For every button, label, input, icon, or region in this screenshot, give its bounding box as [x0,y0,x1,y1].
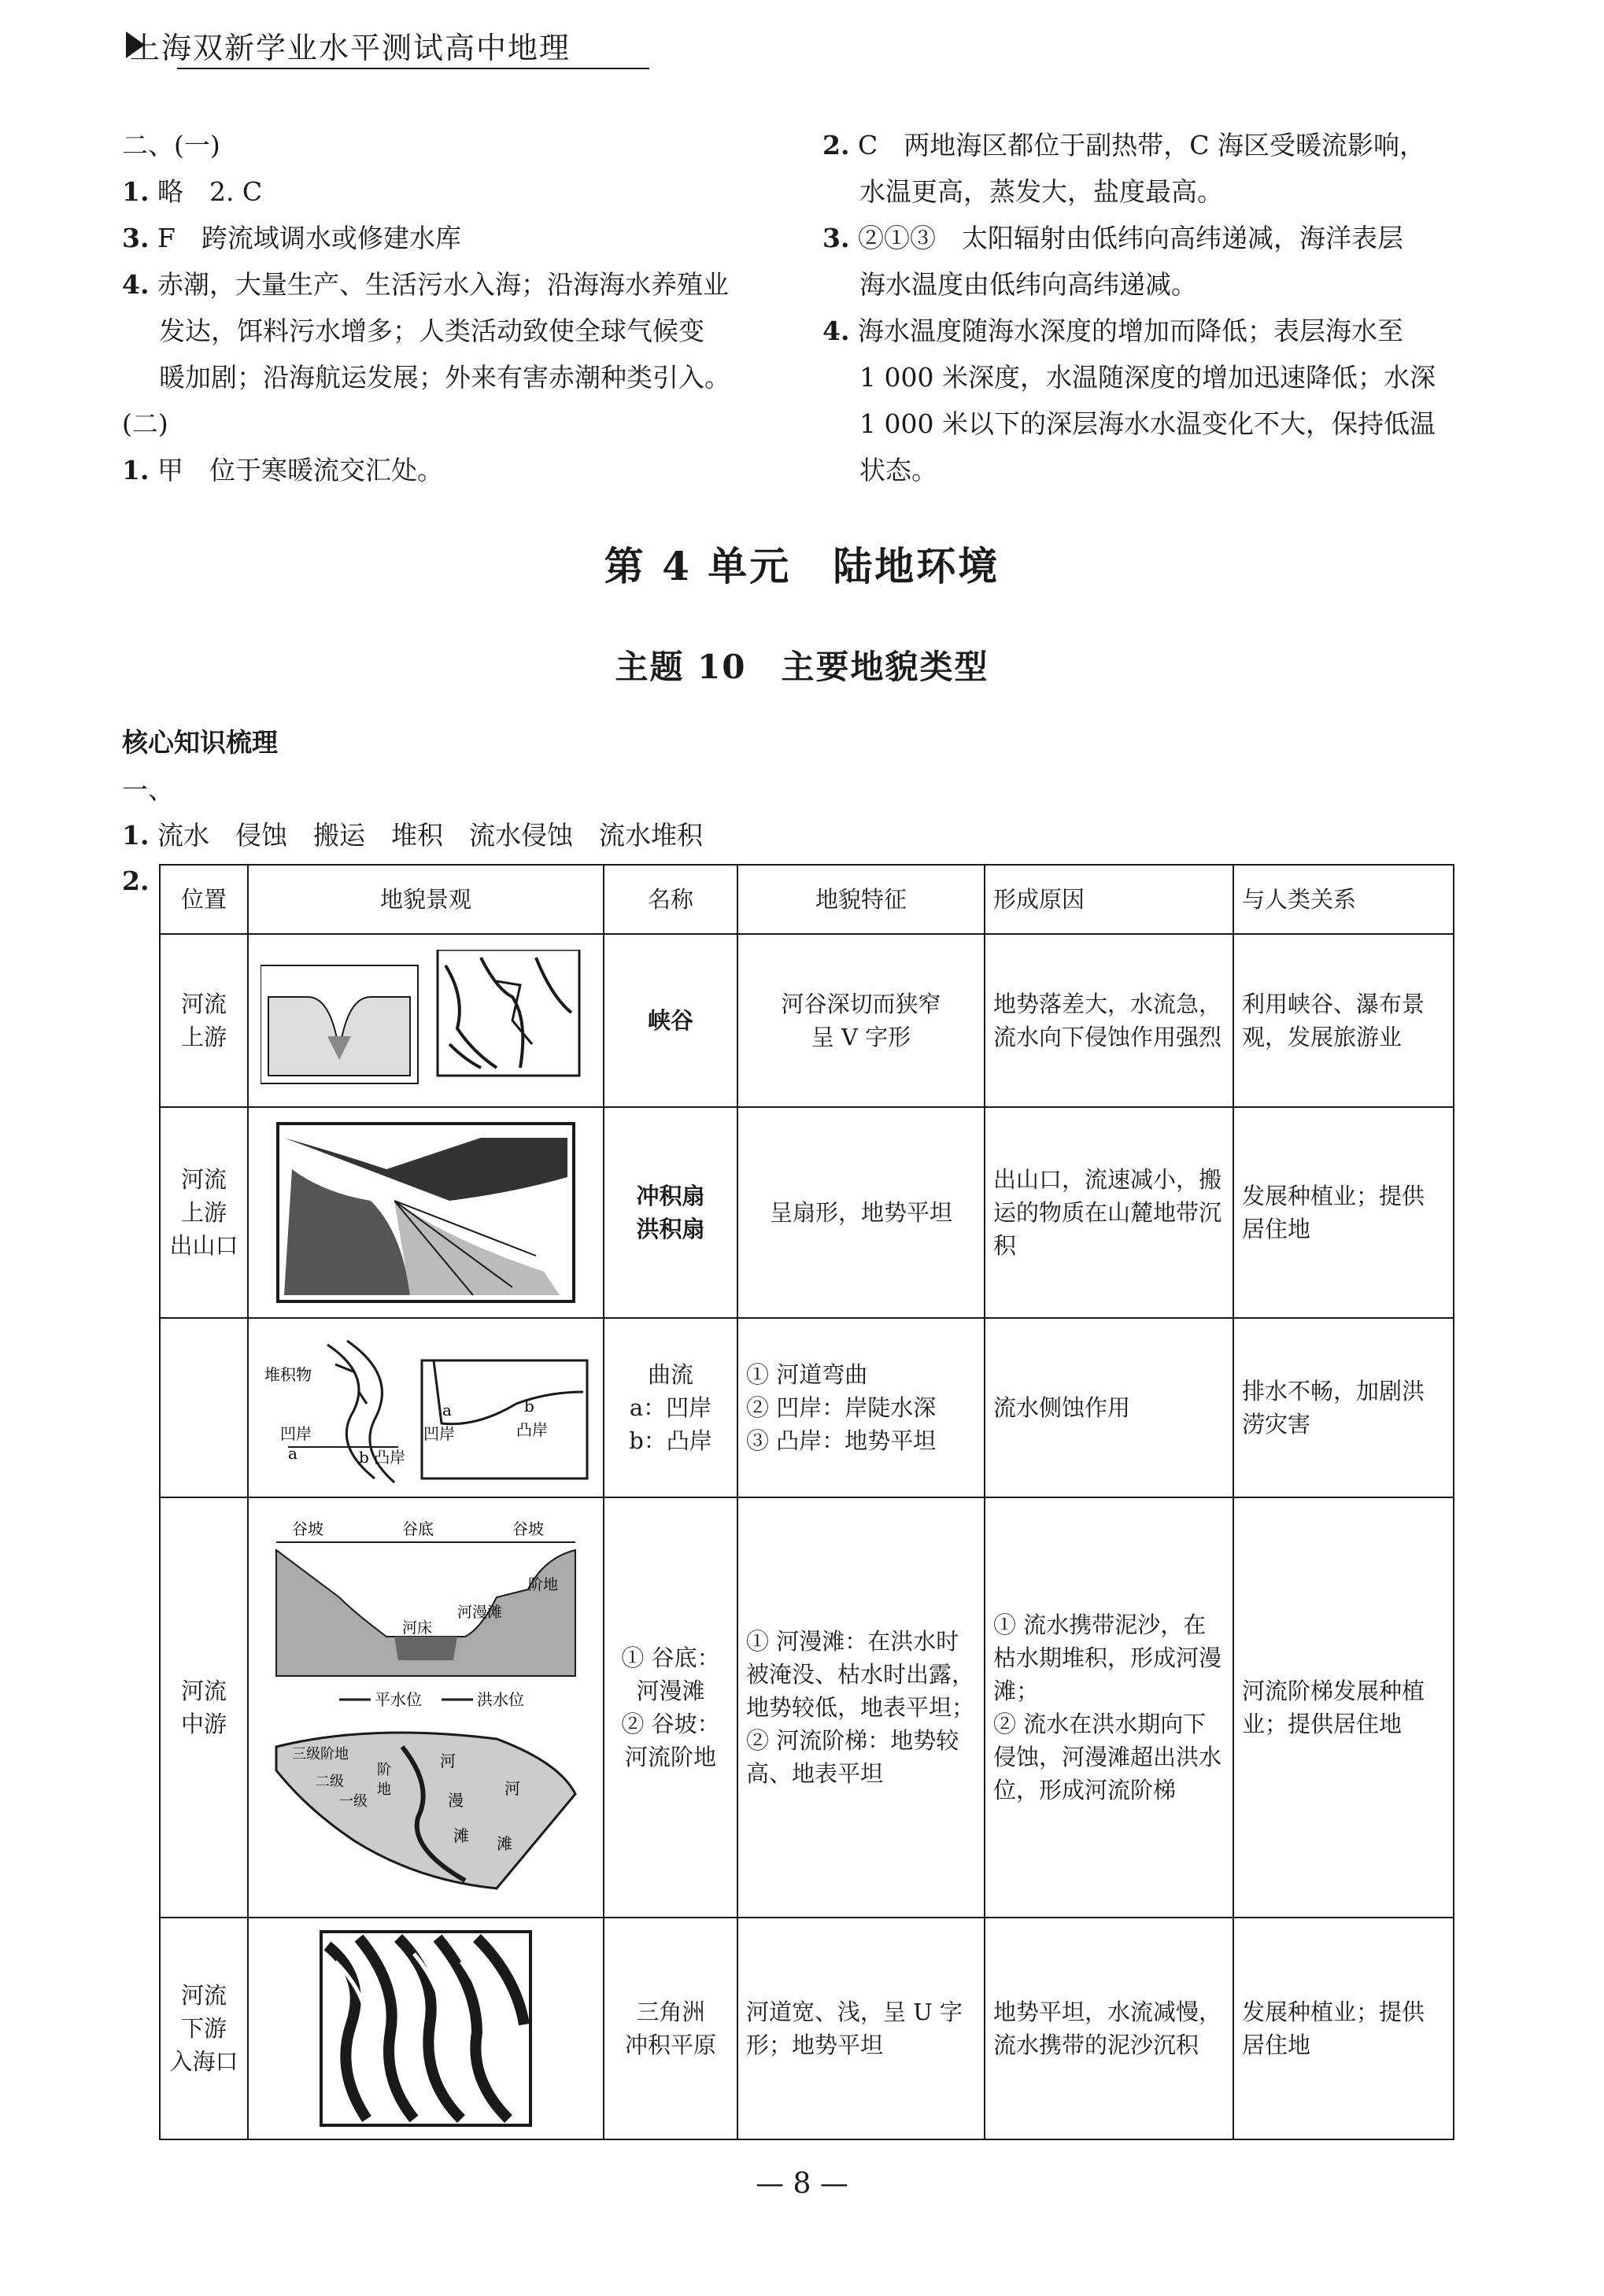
landform-name: 三角洲 冲积平原 [604,1918,737,2139]
meander-illustration [257,1329,595,1486]
landform-name: 曲流 a：凹岸 b：凸岸 [604,1318,737,1497]
part-label: 一、 [122,774,174,805]
cross-section-concave-label: 凹岸 [423,1424,455,1443]
river-char-label: 漫 [448,1791,464,1810]
position-cell [160,1318,248,1497]
cross-section-a-label: a [442,1401,452,1419]
alluvial-fan-illustration [276,1122,575,1303]
table-row [160,1107,1454,1318]
cause-cell: 地势落差大，水流急，流水向下侵蚀作用强烈 [985,934,1233,1107]
normal-water-level-label: 平水位 [375,1690,422,1709]
table-row [160,1918,1454,2139]
convex-bank-label: b 凸岸 [359,1448,406,1467]
landscape-cell [248,1318,604,1497]
cross-section-convex-label: 凸岸 [516,1420,548,1439]
landscape-cell [248,934,604,1107]
position-cell: 河流 上游 出山口 [160,1107,248,1318]
relation-cell: 排水不畅，加剧洪涝灾害 [1233,1318,1454,1497]
table-header: 位置 [160,865,248,934]
landform-name: 冲积扇 洪积扇 [604,1107,737,1318]
table-header: 地貌特征 [737,865,985,934]
table-header: 名称 [604,865,737,934]
table-row [160,1318,1454,1497]
right-line: 4. 海水温度随海水深度的增加而降低；表层海水至 [822,316,1403,346]
cause-cell: 地势平坦，水流减慢，流水携带的泥沙沉积 [985,1918,1233,2139]
table-row [160,1497,1454,1918]
position-cell: 河流 下游 入海口 [160,1918,248,2139]
second-terrace-label: 二级 [316,1774,344,1790]
terrace-label: 阶地 [528,1576,559,1593]
valley-slope-label: 谷坡 [512,1519,544,1538]
left-line: 4. 赤潮，大量生产、生活污水入海；沿海海水养殖业 [122,269,729,300]
third-terrace-label: 三级阶地 [292,1746,349,1763]
left-line: 3. F 跨流域调水或修建水库 [122,223,461,253]
relation-cell: 河流阶梯发展种植业；提供居住地 [1233,1497,1454,1918]
left-column [122,122,799,493]
topic-title: 主题 10 主要地貌类型 [615,648,989,686]
section-title: 核心知识梳理 [122,727,278,758]
landform-name: ① 谷底： 河漫滩 ② 谷坡： 河流阶地 [604,1497,737,1918]
header-title: 上海双新学业水平测试高中地理 [130,31,571,65]
meander-deposit-label: 堆积物 [264,1365,312,1384]
left-line: 1. 甲 位于寒暖流交汇处。 [122,455,443,485]
feature-cell: 河道宽、浅，呈 U 字形；地势平坦 [737,1918,985,2139]
first-terrace-label: 一级 [339,1793,368,1810]
table-row [160,934,1454,1107]
river-char-label: 滩 [497,1834,512,1853]
relation-cell: 发展种植业；提供居住地 [1233,1107,1454,1318]
river-char-label: 滩 [453,1826,469,1845]
left-line: 发达，饵料污水增多；人类活动致使全球气候变 [159,316,704,346]
delta-illustration [320,1930,532,2127]
right-line: 海水温度由低纬向高纬递减。 [859,269,1197,300]
left-line: 二、(一) [122,130,220,161]
point-a-label: a [288,1444,298,1463]
right-line: 2. C 两地海区都位于副热带，C 海区受暖流影响， [822,130,1425,161]
right-line: 1 000 米深度，水温随深度的增加迅速降低；水深 [859,362,1436,393]
concave-bank-label: 凹岸 [280,1424,312,1443]
item-1: 1. 流水 侵蚀 搬运 堆积 流水侵蚀 流水堆积 [122,820,703,851]
floodplain-label: 河漫滩 [457,1604,503,1621]
feature-cell: ① 河道弯曲 ② 凹岸：岸陡水深 ③ 凸岸：地势平坦 [737,1318,985,1497]
landscape-cell [248,1918,604,2139]
valley-slope-label: 谷坡 [292,1519,323,1538]
river-char-label: 河 [504,1779,520,1798]
left-line: (二) [122,408,168,439]
header-underline [177,68,649,69]
cause-cell: 出山口，流速减小，搬运的物质在山麓地带沉积 [985,1107,1233,1318]
valley-terrace-illustration [261,1511,591,1904]
terrace-char-label: 地 [377,1781,391,1798]
right-line: 状态。 [859,455,937,485]
feature-cell: 河谷深切而狭窄 呈 V 字形 [737,934,985,1107]
position-cell: 河流 上游 [160,934,248,1107]
table-header: 地貌景观 [248,865,604,934]
landform-table [159,864,1454,2140]
page-number: — 8 — [756,2168,848,2200]
landscape-cell [248,1107,604,1318]
valley-floor-label: 谷底 [402,1519,434,1538]
landscape-cell [248,1497,604,1918]
item-2-number: 2. [122,866,150,896]
position-cell: 河流 中游 [160,1497,248,1918]
right-line: 1 000 米以下的深层海水水温变化不大，保持低温 [859,408,1436,439]
right-column [822,122,1499,493]
left-line: 1. 略 2. C [122,176,263,207]
right-line: 水温更高，蒸发大，盐度最高。 [859,176,1223,207]
cause-cell: ① 流水携带泥沙，在枯水期堆积，形成河漫滩； ② 流水在洪水期向下侵蚀，河漫滩超出洪水位，形成河流阶梯 [985,1497,1233,1918]
relation-cell: 利用峡谷、瀑布景观，发展旅游业 [1233,934,1454,1107]
cause-cell: 流水侧蚀作用 [985,1318,1233,1497]
cross-section-b-label: b [524,1397,534,1416]
river-char-label: 河 [440,1752,456,1770]
feature-cell: 呈扇形，地势平坦 [737,1107,985,1318]
right-line: 3. ②①③ 太阳辐射由低纬向高纬递减，海洋表层 [822,223,1403,253]
landform-name: 峡谷 [604,934,737,1107]
riverbed-label: 河床 [402,1619,433,1637]
left-line: 暖加剧；沿海航运发展；外来有害赤潮种类引入。 [159,362,730,393]
unit-title: 第 4 单元 陆地环境 [604,543,1000,589]
table-header: 与人类关系 [1233,865,1454,934]
feature-cell: ① 河漫滩：在洪水时被淹没、枯水时出露，地势较低，地表平坦； ② 河流阶梯：地势较高、地表平坦 [737,1497,985,1918]
table-header-row [160,865,1454,934]
canyon-illustration [261,950,591,1091]
flood-water-level-label: 洪水位 [477,1690,524,1709]
table-header: 形成原因 [985,865,1233,934]
relation-cell: 发展种植业；提供居住地 [1233,1918,1454,2139]
terrace-char-label: 阶 [377,1762,391,1778]
